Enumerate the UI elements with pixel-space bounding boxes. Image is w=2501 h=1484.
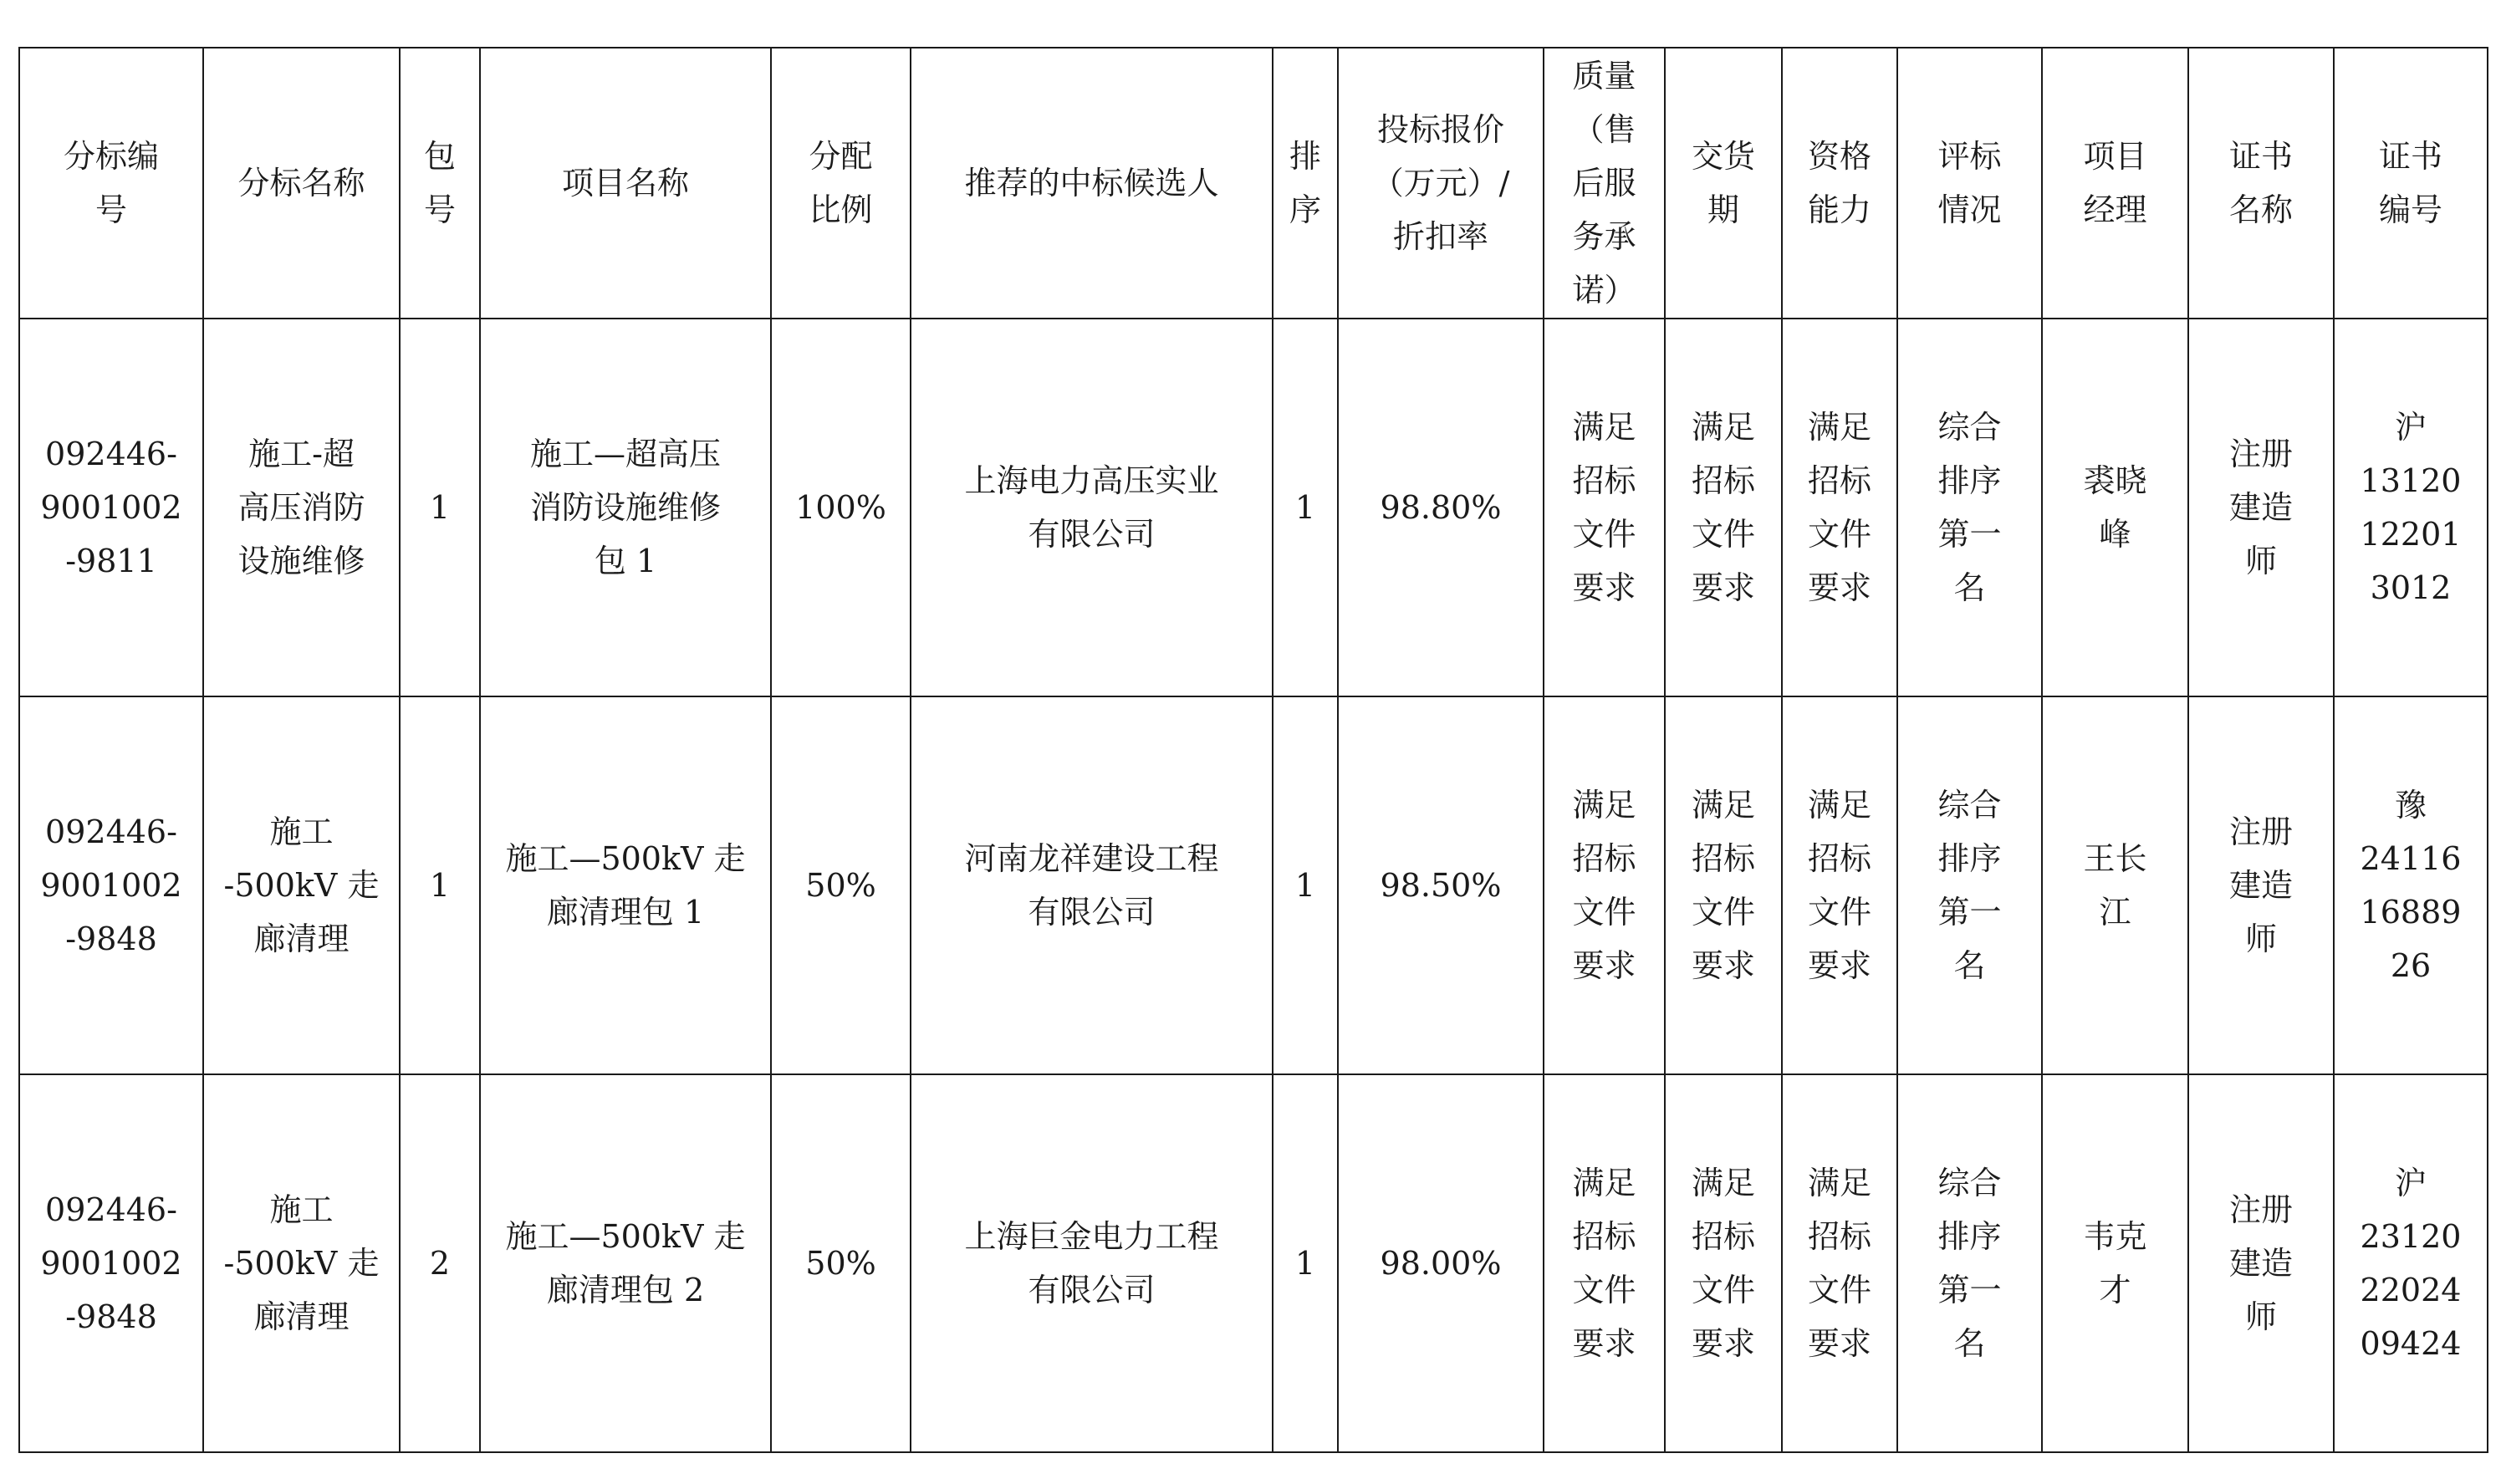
cell-evaluation: 综合 排序 第一 名 — [1897, 319, 2042, 696]
cell-lot-number: 092446- 9001002 -9848 — [19, 1074, 203, 1452]
cell-qualification: 满足 招标 文件 要求 — [1782, 696, 1897, 1074]
cell-project-manager: 韦克 才 — [2042, 1074, 2188, 1452]
cell-quality: 满足 招标 文件 要求 — [1544, 319, 1665, 696]
table-row — [19, 696, 2488, 1074]
cell-delivery: 满足 招标 文件 要求 — [1665, 1074, 1782, 1452]
table-row — [19, 1074, 2488, 1452]
header-package-number: 包 号 — [400, 48, 480, 319]
cell-allocation-ratio: 100% — [771, 319, 911, 696]
cell-delivery: 满足 招标 文件 要求 — [1665, 319, 1782, 696]
header-row — [19, 48, 2488, 319]
header-ranking: 排 序 — [1273, 48, 1338, 319]
cell-lot-name: 施工-超 高压消防 设施维修 — [203, 319, 400, 696]
cell-package-number: 1 — [400, 319, 480, 696]
cell-allocation-ratio: 50% — [771, 1074, 911, 1452]
cell-bid-price: 98.00% — [1338, 1074, 1544, 1452]
cell-lot-number: 092446- 9001002 -9811 — [19, 319, 203, 696]
cell-certificate-number: 沪 13120 12201 3012 — [2334, 319, 2488, 696]
header-evaluation: 评标 情况 — [1897, 48, 2042, 319]
cell-certificate-name: 注册 建造 师 — [2188, 696, 2334, 1074]
cell-delivery: 满足 招标 文件 要求 — [1665, 696, 1782, 1074]
cell-lot-number: 092446- 9001002 -9848 — [19, 696, 203, 1074]
cell-certificate-name: 注册 建造 师 — [2188, 319, 2334, 696]
cell-certificate-number: 豫 24116 16889 26 — [2334, 696, 2488, 1074]
cell-package-number: 1 — [400, 696, 480, 1074]
cell-lot-name: 施工 -500kV 走 廊清理 — [203, 1074, 400, 1452]
cell-project-name: 施工—500kV 走 廊清理包 1 — [480, 696, 771, 1074]
cell-allocation-ratio: 50% — [771, 696, 911, 1074]
bid-result-table — [18, 47, 2488, 1453]
header-recommended-candidate: 推荐的中标候选人 — [911, 48, 1273, 319]
header-lot-number: 分标编 号 — [19, 48, 203, 319]
cell-qualification: 满足 招标 文件 要求 — [1782, 1074, 1897, 1452]
cell-quality: 满足 招标 文件 要求 — [1544, 696, 1665, 1074]
cell-package-number: 2 — [400, 1074, 480, 1452]
cell-bid-price: 98.50% — [1338, 696, 1544, 1074]
header-qualification: 资格 能力 — [1782, 48, 1897, 319]
cell-ranking: 1 — [1273, 1074, 1338, 1452]
header-delivery: 交货 期 — [1665, 48, 1782, 319]
header-project-manager: 项目 经理 — [2042, 48, 2188, 319]
header-allocation-ratio: 分配 比例 — [771, 48, 911, 319]
cell-recommended-candidate: 上海巨金电力工程 有限公司 — [911, 1074, 1273, 1452]
cell-project-name: 施工—500kV 走 廊清理包 2 — [480, 1074, 771, 1452]
cell-project-name: 施工—超高压 消防设施维修 包 1 — [480, 319, 771, 696]
cell-certificate-number: 沪 23120 22024 09424 — [2334, 1074, 2488, 1452]
cell-project-manager: 裘晓 峰 — [2042, 319, 2188, 696]
header-project-name: 项目名称 — [480, 48, 771, 319]
cell-quality: 满足 招标 文件 要求 — [1544, 1074, 1665, 1452]
cell-certificate-name: 注册 建造 师 — [2188, 1074, 2334, 1452]
cell-recommended-candidate: 上海电力高压实业 有限公司 — [911, 319, 1273, 696]
header-lot-name: 分标名称 — [203, 48, 400, 319]
cell-project-manager: 王长 江 — [2042, 696, 2188, 1074]
cell-lot-name: 施工 -500kV 走 廊清理 — [203, 696, 400, 1074]
cell-recommended-candidate: 河南龙祥建设工程 有限公司 — [911, 696, 1273, 1074]
cell-evaluation: 综合 排序 第一 名 — [1897, 696, 2042, 1074]
cell-bid-price: 98.80% — [1338, 319, 1544, 696]
cell-ranking: 1 — [1273, 696, 1338, 1074]
table-row — [19, 319, 2488, 696]
cell-evaluation: 综合 排序 第一 名 — [1897, 1074, 2042, 1452]
header-quality: 质量 （售 后服 务承 诺） — [1544, 48, 1665, 319]
cell-ranking: 1 — [1273, 319, 1338, 696]
header-bid-price: 投标报价 （万元）/ 折扣率 — [1338, 48, 1544, 319]
table-header — [19, 48, 2488, 319]
cell-qualification: 满足 招标 文件 要求 — [1782, 319, 1897, 696]
header-certificate-name: 证书 名称 — [2188, 48, 2334, 319]
header-certificate-number: 证书 编号 — [2334, 48, 2488, 319]
table-body — [19, 319, 2488, 1452]
